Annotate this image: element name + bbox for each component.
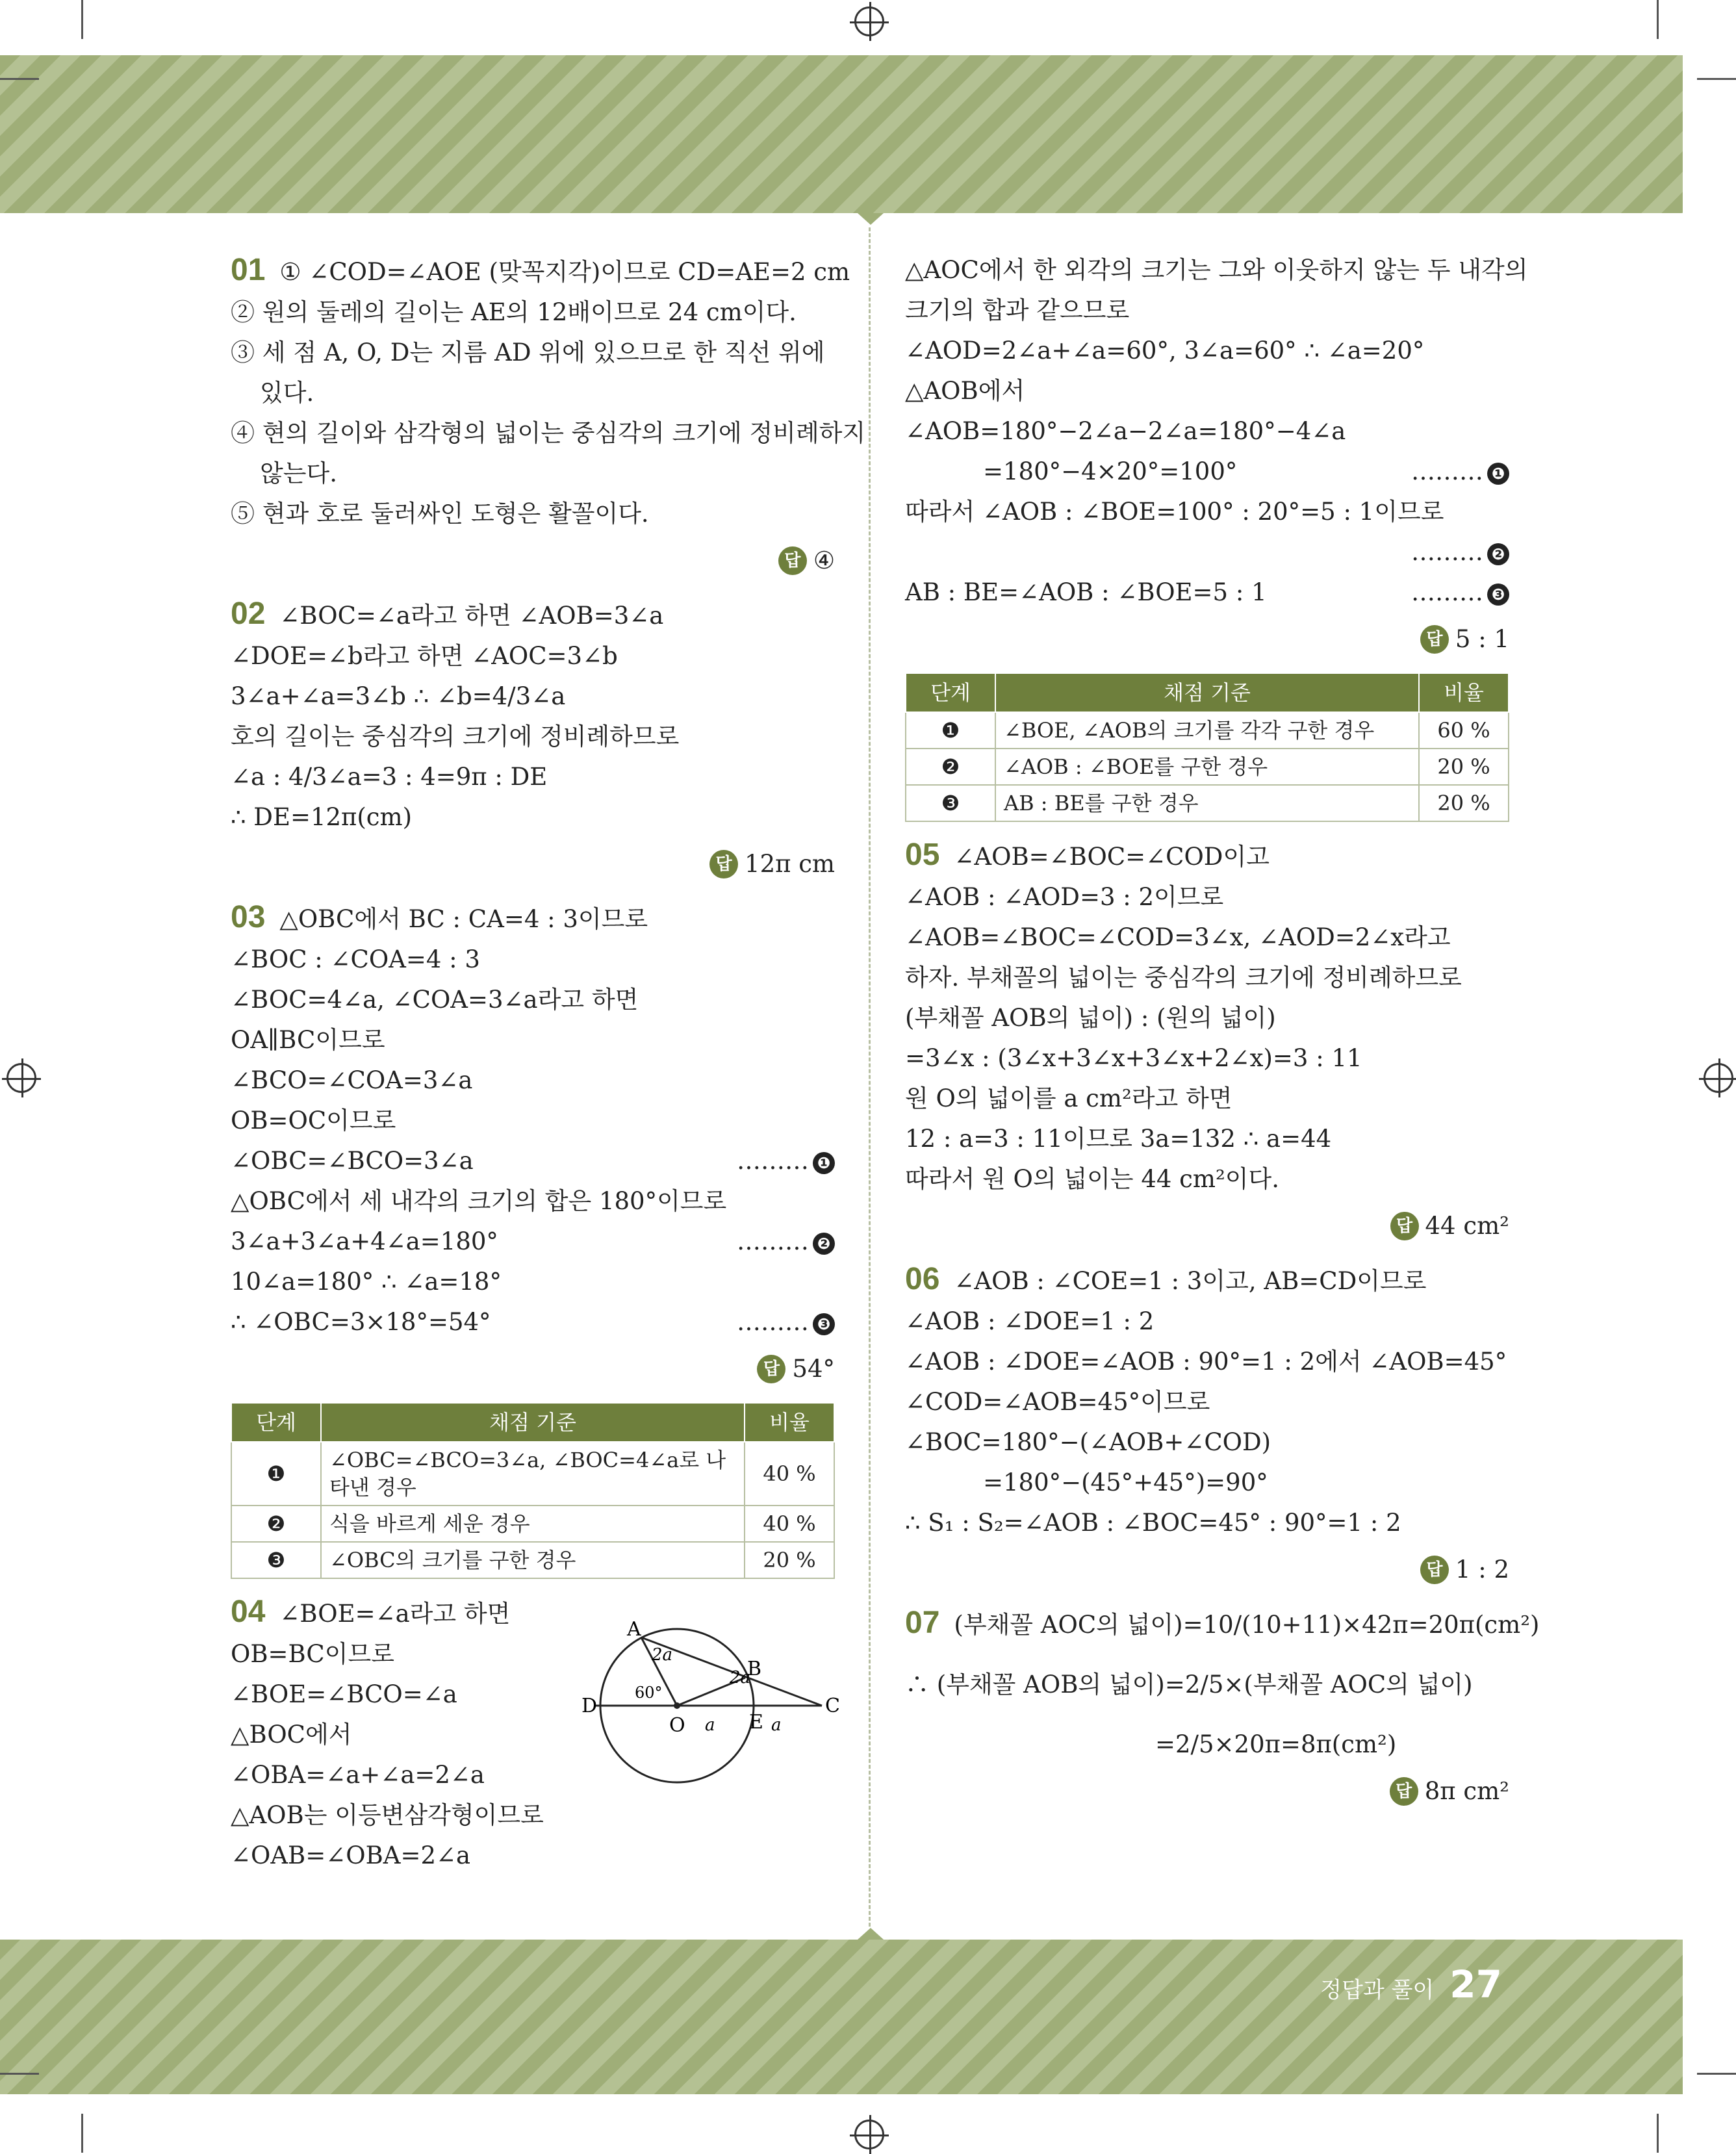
problem-number: 05: [905, 838, 940, 872]
point-label-b: B: [747, 1658, 762, 1680]
problem-07-line: 07 (부채꼴 AOC의 넓이)=10/(10+11)×42π=20π(cm²): [905, 1606, 1540, 1640]
table-row: ❶ ∠BOE, ∠AOB의 크기를 각각 구한 경우 60 %: [906, 712, 1509, 749]
angle-label: 2a: [652, 1645, 673, 1665]
registration-mark-left: [6, 1063, 36, 1093]
step-mark: ……… ❷: [737, 1222, 835, 1262]
problem-number: 07: [905, 1606, 940, 1640]
problem-07-line: =2/5×20π=8π(cm²): [1155, 1730, 1397, 1758]
answer-badge: 답 ④: [778, 541, 835, 581]
problem-07-line: ∴ (부채꼴 AOB의 넓이)=2/5×(부채꼴 AOC의 넓이): [905, 1671, 1473, 1699]
problem-04-line: ∠BOE=∠BCO=∠a: [231, 1680, 457, 1708]
problem-05-line: 하자. 부채꼴의 넓이는 중심각의 크기에 정비례하므로: [905, 964, 1462, 992]
problem-number: 02: [231, 596, 266, 631]
problem-01-line: ④ 현의 길이와 삼각형의 넓이는 중심각의 크기에 정비례하지: [231, 419, 866, 447]
crop-mark: [81, 2114, 83, 2153]
table-header: 비율: [745, 1403, 834, 1442]
center-point: [674, 1702, 680, 1709]
answer-icon: 답: [757, 1355, 785, 1383]
step-mark: ……… ❷: [1411, 532, 1509, 572]
table-row: ❷ ∠AOB : ∠BOE를 구한 경우 20 %: [906, 749, 1509, 785]
problem-01-line: 01 ① ∠COD=∠AOE (맞꼭지각)이므로 CD=AE=2 cm: [231, 253, 850, 287]
problem-06-line: ∴ S₁ : S₂=∠AOB : ∠BOC=45° : 90°=1 : 2: [905, 1509, 1401, 1537]
problem-03-line: ∠BOC : ∠COA=4 : 3: [231, 945, 480, 973]
problem-03-line: 10∠a=180° ∴ ∠a=18°: [231, 1268, 502, 1296]
angle-label: 60°: [635, 1684, 663, 1702]
problem-04-line: ∠OAB=∠OBA=2∠a: [231, 1841, 471, 1869]
circle-diagram: [581, 1621, 841, 1800]
right-column: [905, 250, 1540, 1825]
point-label-a: A: [627, 1621, 641, 1641]
problem-06-line: ∠BOC=180°−(∠AOB+∠COD): [905, 1428, 1271, 1456]
table-row: ❷ 식을 바르게 세운 경우 40 %: [231, 1506, 834, 1542]
answer-badge: 답 5 : 1: [1420, 619, 1509, 660]
answer-icon: 답: [1420, 1556, 1449, 1584]
point-label-d: D: [581, 1695, 598, 1717]
answer-icon: 답: [709, 850, 738, 878]
answer-icon: 답: [1390, 1212, 1419, 1240]
crop-mark: [1697, 2073, 1736, 2075]
problem-06-line: ∠AOB : ∠DOE=1 : 2: [905, 1307, 1155, 1335]
header-band: [0, 55, 1683, 213]
point-label-c: C: [825, 1695, 840, 1717]
step-mark: ……… ❸: [1411, 572, 1509, 613]
table-header: 단계: [906, 673, 995, 712]
problem-number: 06: [905, 1262, 940, 1296]
problem-05-line: 따라서 원 O의 넓이는 44 cm²이다.: [905, 1165, 1280, 1193]
crop-mark: [0, 78, 39, 80]
table-row: ❶ ∠OBC=∠BCO=3∠a, ∠BOC=4∠a로 나타낸 경우 40 %: [231, 1442, 834, 1506]
scoring-table-04: [905, 673, 1509, 822]
header-notch: [858, 213, 884, 225]
answer-badge: 답 8π cm²: [1390, 1771, 1509, 1812]
scoring-table-03: [231, 1402, 835, 1579]
angle-label: a: [705, 1715, 715, 1735]
footer-title: 정답과 풀이: [1320, 1977, 1435, 2003]
angle-label: a: [771, 1715, 782, 1735]
problem-01-line: 있다.: [260, 379, 314, 407]
problem-02-line: ∠a : 4/3∠a=3 : 4=9π : DE: [231, 763, 548, 791]
table-header: 채점 기준: [995, 673, 1419, 712]
problem-03-line: ∠OBC=∠BCO=3∠a ……… ❶: [231, 1141, 835, 1181]
problem-01-line: ③ 세 점 A, O, D는 지름 AD 위에 있으므로 한 직선 위에: [231, 339, 825, 366]
problem-03-line: △OBC에서 세 내각의 크기의 합은 180°이므로: [231, 1187, 727, 1215]
step-mark: ……… ❶: [737, 1141, 835, 1181]
problem-02-line: ∠DOE=∠b라고 하면 ∠AOC=3∠b: [231, 642, 618, 670]
problem-02-line: 호의 길이는 중심각의 크기에 정비례하므로: [231, 723, 680, 750]
column-divider: [869, 227, 871, 1927]
table-header: 채점 기준: [321, 1403, 745, 1442]
answer-icon: 답: [778, 546, 807, 575]
answer-icon: 답: [1420, 625, 1449, 654]
problem-05-line: ∠AOB=∠BOC=∠COD=3∠x, ∠AOD=2∠x라고: [905, 923, 1451, 951]
page-footer: [1320, 1962, 1502, 2007]
table-header: 비율: [1419, 673, 1509, 712]
table-header: 단계: [231, 1403, 321, 1442]
problem-04-cont-line: △AOC에서 한 외각의 크기는 그와 이웃하지 않는 두 내각의: [905, 256, 1528, 284]
problem-05-line: (부채꼴 AOB의 넓이) : (원의 넓이): [905, 1004, 1276, 1032]
answer-badge: 답 44 cm²: [1390, 1206, 1509, 1246]
problem-04-line: 04 ∠BOE=∠a라고 하면: [231, 1595, 511, 1629]
problem-04-cont-line: △AOB에서: [905, 377, 1025, 405]
problem-02-line: ∴ DE=12π(cm): [231, 803, 413, 831]
footer-notch: [858, 1928, 884, 1940]
problem-06-line: 06 ∠AOB : ∠COE=1 : 3이고, AB=CD이므로: [905, 1262, 1427, 1296]
problem-03-line: OB=OC이므로: [231, 1107, 396, 1135]
answer-badge: 답 54°: [757, 1349, 835, 1389]
problem-03-line: ∴ ∠OBC=3×18°=54° ……… ❸: [231, 1302, 835, 1342]
problem-05-line: 12 : a=3 : 11이므로 3a=132 ∴ a=44: [905, 1125, 1332, 1153]
problem-01-line: ⑤ 현과 호로 둘러싸인 도형은 활꼴이다.: [231, 500, 649, 528]
problem-number: 03: [231, 900, 266, 934]
registration-mark-bottom: [854, 2120, 884, 2149]
crop-mark: [1697, 78, 1736, 80]
registration-mark-top: [854, 6, 884, 36]
problem-06-line: ∠AOB : ∠DOE=∠AOB : 90°=1 : 2에서 ∠AOB=45°: [905, 1348, 1507, 1376]
problem-06-line: =180°−(45°+45°)=90°: [983, 1468, 1268, 1496]
problem-03-line: 03 △OBC에서 BC : CA=4 : 3이므로: [231, 900, 648, 934]
problem-04-cont-line: =180°−4×20°=100° ……… ❶: [905, 452, 1509, 492]
problem-02-line: 3∠a+∠a=3∠b ∴ ∠b=4/3∠a: [231, 682, 566, 710]
step-mark: ……… ❶: [1411, 452, 1509, 492]
problem-03-line: ∠BCO=∠COA=3∠a: [231, 1066, 473, 1094]
crop-mark: [81, 0, 83, 39]
table-row: ❸ ∠OBC의 크기를 구한 경우 20 %: [231, 1542, 834, 1578]
problem-03-line: OA∥BC이므로: [231, 1026, 385, 1054]
problem-03-line: 3∠a+3∠a+4∠a=180° ……… ❷: [231, 1222, 835, 1262]
problem-04-cont-line: ∠AOB=180°−2∠a−2∠a=180°−4∠a: [905, 417, 1346, 445]
problem-03-line: ∠BOC=4∠a, ∠COA=3∠a라고 하면: [231, 986, 639, 1014]
answer-badge: 답 12π cm: [709, 844, 835, 884]
problem-04-line: △AOB는 이등변삼각형이므로: [231, 1801, 544, 1829]
problem-04-cont-line: 크기의 합과 같으므로: [905, 296, 1130, 324]
step-mark: ……… ❸: [737, 1302, 835, 1342]
problem-05-line: 원 O의 넓이를 a cm²라고 하면: [905, 1084, 1232, 1112]
problem-number: 01: [231, 253, 266, 287]
answer-icon: 답: [1390, 1777, 1418, 1806]
point-label-o: O: [669, 1714, 685, 1737]
crop-mark: [0, 2073, 39, 2075]
problem-06-line: ∠COD=∠AOB=45°이므로: [905, 1388, 1210, 1416]
problem-number: 04: [231, 1595, 266, 1629]
problem-04-cont-line: ∠AOD=2∠a+∠a=60°, 3∠a=60° ∴ ∠a=20°: [905, 337, 1425, 365]
problem-04-cont-line: 따라서 ∠AOB : ∠BOE=100° : 20°=5 : 1이므로: [905, 498, 1444, 526]
problem-05-line: =3∠x : (3∠x+3∠x+3∠x+2∠x)=3 : 11: [905, 1044, 1362, 1072]
problem-05-line: ∠AOB : ∠AOD=3 : 2이므로: [905, 883, 1224, 911]
problem-01-line: ② 원의 둘레의 길이는 AE의 12배이므로 24 cm이다.: [231, 298, 797, 326]
problem-04-cont-line: AB : BE=∠AOB : ∠BOE=5 : 1 ……… ❸: [905, 572, 1509, 613]
problem-04-line: △BOC에서: [231, 1721, 352, 1749]
registration-mark-right: [1704, 1063, 1733, 1093]
problem-02-line: 02 ∠BOC=∠a라고 하면 ∠AOB=3∠a: [231, 596, 664, 631]
problem-01-line: 않는다.: [260, 459, 337, 487]
point-label-e: E: [749, 1711, 763, 1734]
crop-mark: [1657, 0, 1659, 39]
answer-badge: 답 1 : 2: [1420, 1550, 1509, 1590]
crop-mark: [1657, 2114, 1659, 2153]
problem-05-line: 05 ∠AOB=∠BOC=∠COD이고: [905, 838, 1270, 872]
step-mark-line: [905, 532, 1509, 572]
page-number: 27: [1449, 1962, 1502, 2007]
problem-04-line: OB=BC이므로: [231, 1640, 394, 1668]
table-row: ❸ AB : BE를 구한 경우 20 %: [906, 785, 1509, 821]
angle-label: 2a: [730, 1668, 751, 1687]
problem-04-line: ∠OBA=∠a+∠a=2∠a: [231, 1761, 485, 1789]
